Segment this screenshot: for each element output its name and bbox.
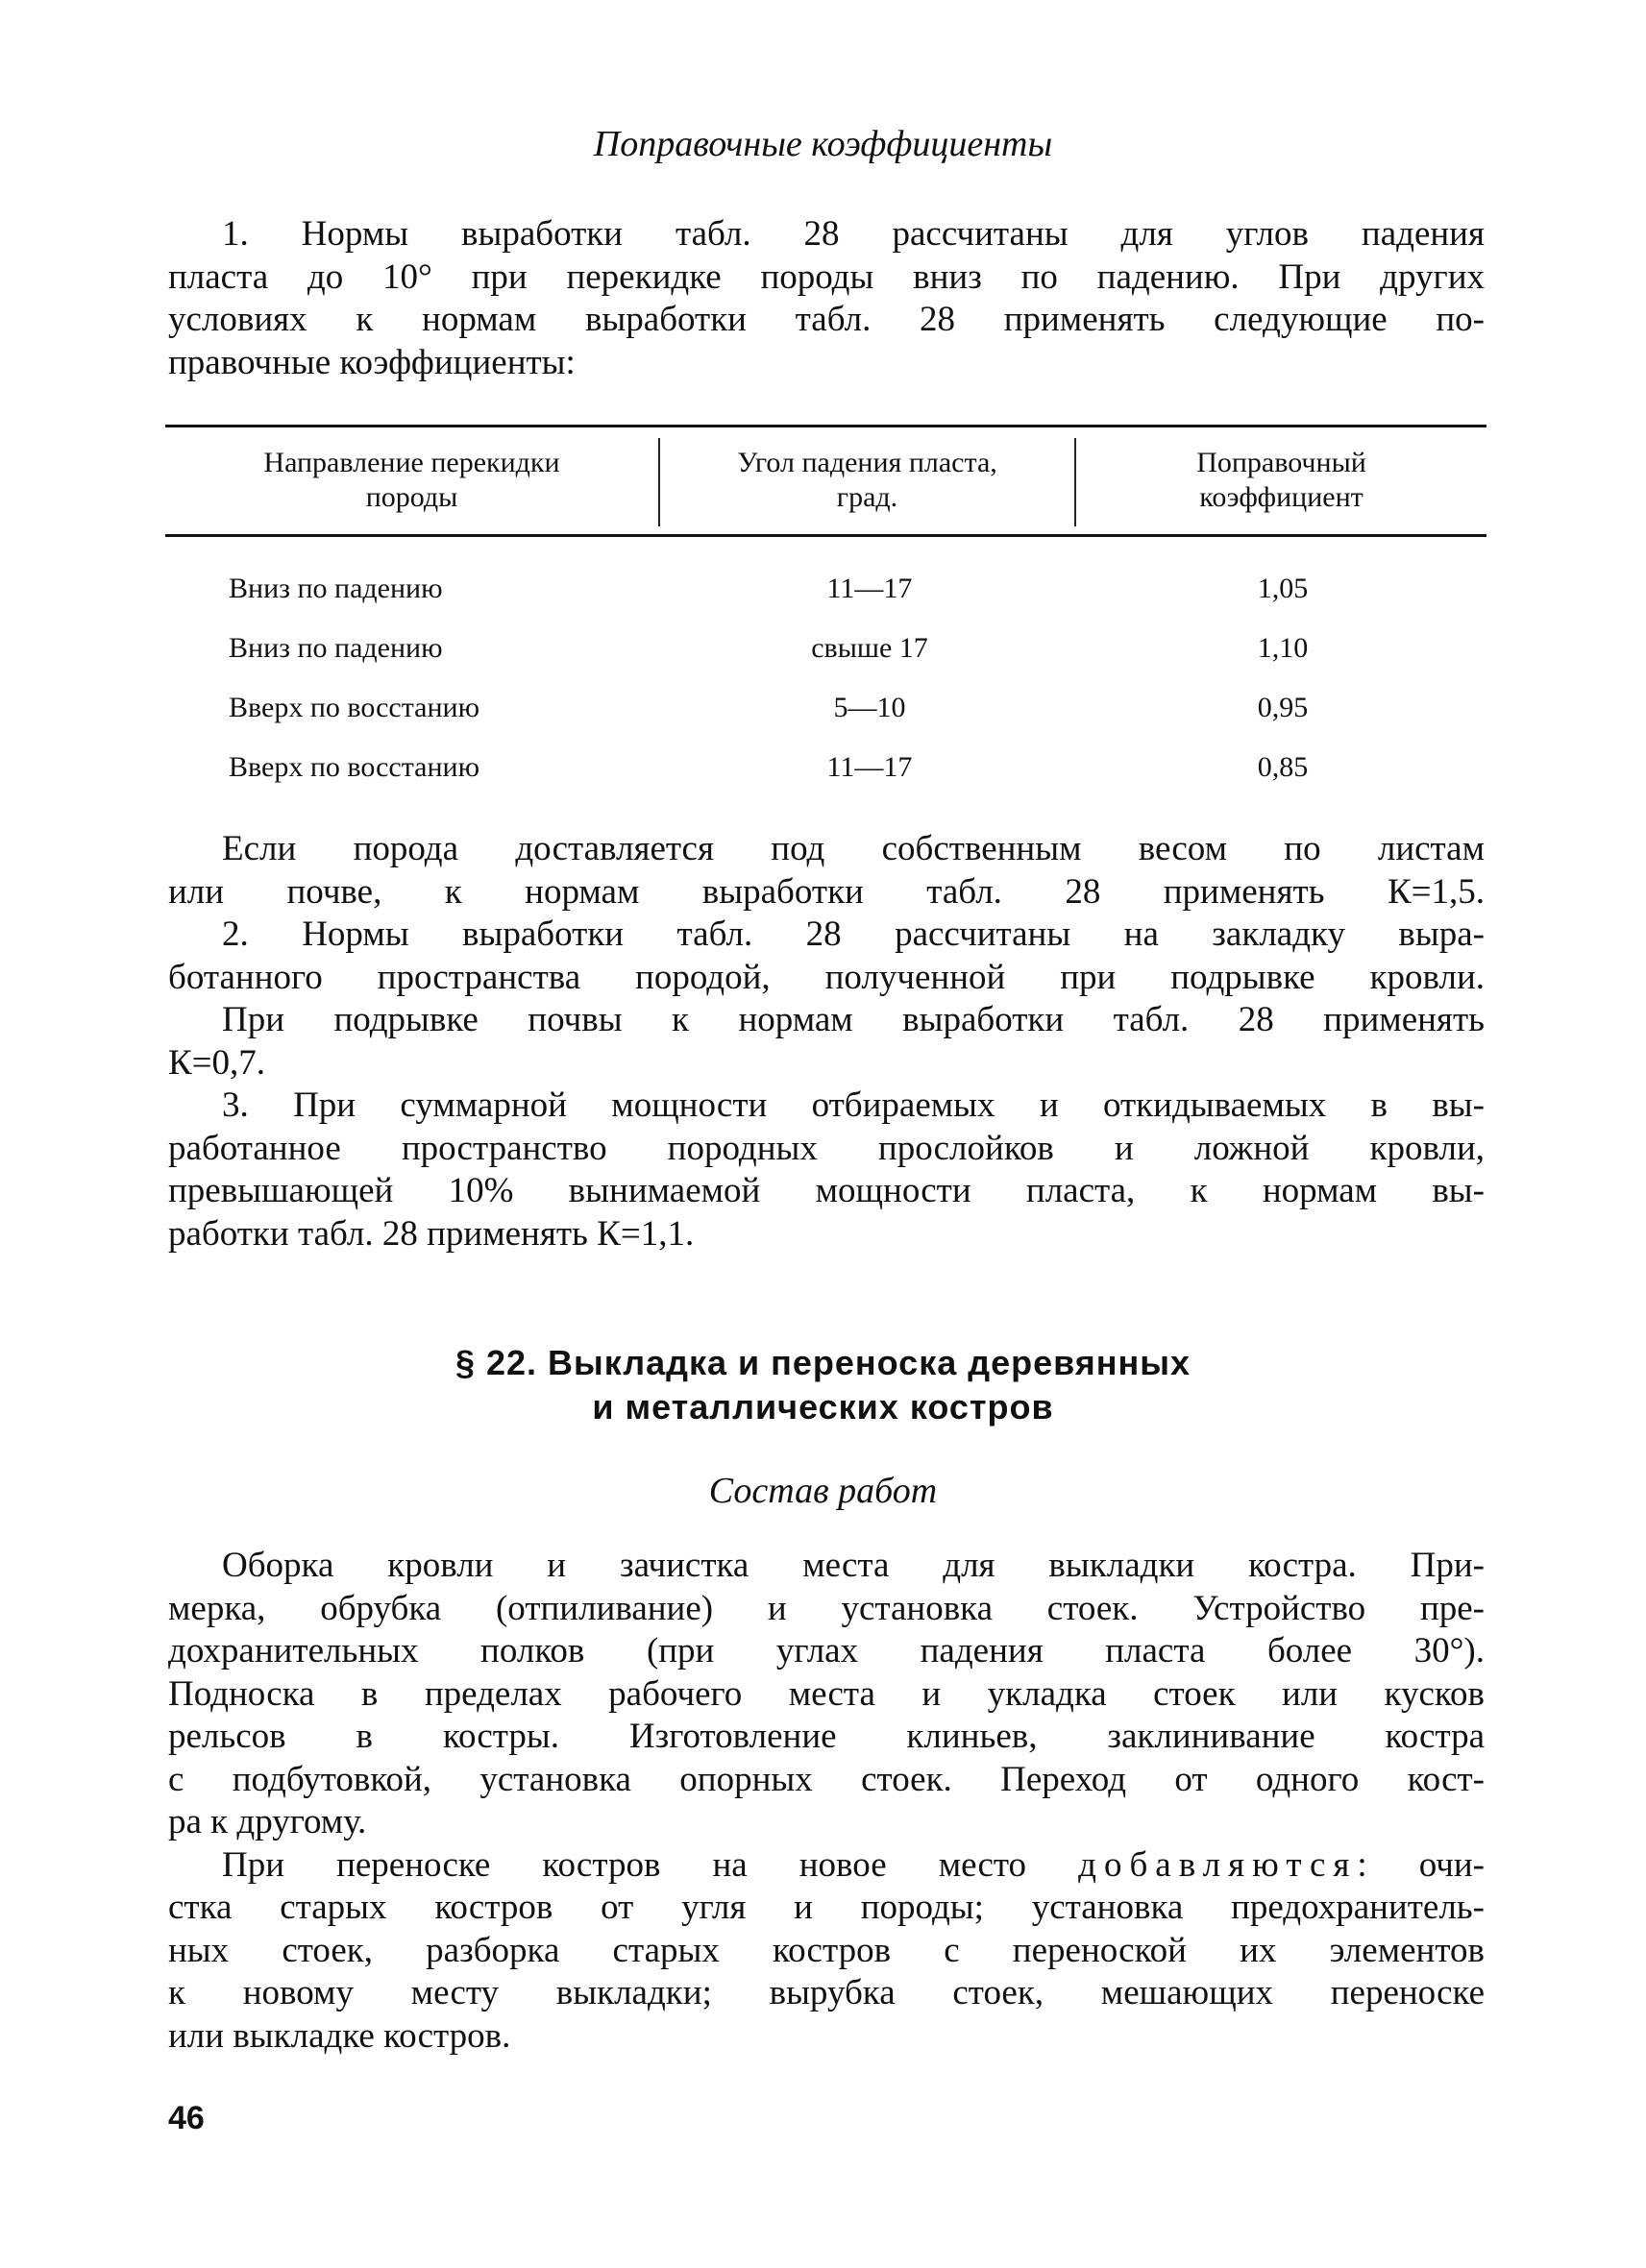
text-line: к новому месту выкладки; вырубка стоек, мешающих переноске [168, 1973, 1485, 2012]
header-line: Поправочный [1196, 447, 1366, 478]
cell-coefficient: 0,85 [1257, 751, 1309, 783]
text-line: мерка, обрубка (отпиливание) и установка стоек. Устройство пре- [168, 1588, 1485, 1628]
header-line: породы [365, 481, 458, 513]
cell-angle: свыше 17 [811, 632, 928, 664]
text-line: дохранительных полков (при углах падения пласта более 30°). [168, 1631, 1485, 1671]
text-line: Подноска в пределах рабочего места и укладка стоек или кусков [168, 1673, 1485, 1714]
text-line: работки табл. 28 применять К=1,1. [168, 1213, 695, 1254]
header-line: Угол падения пласта, [737, 447, 997, 478]
table-header-direction [165, 446, 658, 515]
text-line: К=0,7. [168, 1042, 266, 1083]
text-line: или выкладке костров. [168, 2015, 511, 2056]
cell-coefficient: 1,05 [1257, 573, 1309, 604]
text-line: с подбутовкой, установка опорных стоек. Переход от одного кост- [168, 1759, 1485, 1799]
cell-direction: Вверх по восстанию [229, 751, 480, 783]
table-header-angle [660, 446, 1074, 515]
text-line: Оборка кровли и зачистка места для выкладки костра. При- [222, 1546, 1485, 1585]
text-line: При подрывке почвы к нормам выработки табл. 28 применять [222, 1000, 1485, 1039]
text-line: стка старых костров от угля и породы; установка предохранитель- [168, 1888, 1485, 1927]
text-span: : очи- [1357, 1844, 1485, 1885]
work-paragraph [168, 1545, 1485, 2058]
table-row [0, 751, 1646, 811]
cell-coefficient: 0,95 [1257, 692, 1309, 723]
emphasized-spaced-word: добавляются [1078, 1844, 1358, 1885]
text-line: работанное пространство породных прослойков и ложной кровли, [168, 1128, 1485, 1168]
header-line: Направление перекидки [263, 447, 560, 478]
cell-angle: 11—17 [826, 751, 913, 783]
table-header-coefficient [1076, 446, 1486, 515]
text-line: 1. Нормы выработки табл. 28 рассчитаны для углов падения [222, 214, 1485, 254]
text-line: правочные коэффициенты: [168, 342, 576, 382]
text-line: ра к другому. [168, 1802, 367, 1841]
table-row [0, 573, 1646, 632]
header-line: коэффициент [1199, 481, 1363, 513]
table-top-rule [165, 425, 1486, 427]
section-title-correction-coefficients: Поправочные коэффициенты [593, 124, 1053, 164]
intro-paragraph [168, 213, 1485, 384]
cell-direction: Вверх по восстанию [229, 692, 480, 723]
heading-line: и металлических костров [592, 1387, 1054, 1427]
cell-angle: 5—10 [833, 692, 906, 723]
page-number: 46 [168, 2100, 205, 2136]
cell-coefficient: 1,10 [1257, 632, 1309, 664]
header-line: град. [836, 481, 898, 513]
table-header-rule [165, 534, 1486, 537]
section-22-heading [0, 1341, 1646, 1429]
text-line: Если порода доставляется под собственным весом по листам [222, 829, 1485, 868]
cell-direction: Вниз по падению [229, 632, 443, 664]
text-line [168, 1844, 1485, 1888]
text-span: При переноске костров на новое место [222, 1844, 1027, 1885]
text-line: условиях к нормам выработки табл. 28 применять следующие по- [168, 300, 1485, 339]
text-line: ных стоек, разборка старых костров с переноской их элементов [168, 1930, 1485, 1970]
notes-paragraphs [168, 828, 1485, 1256]
text-line: ботанного пространства породой, полученной при подрывке кровли. [168, 957, 1485, 997]
table-body [0, 573, 1646, 811]
cell-angle: 11—17 [826, 573, 913, 604]
text-line: рельсов в костры. Изготовление клиньев, заклинивание костра [168, 1717, 1485, 1756]
table-row [0, 632, 1646, 692]
text-line: 3. При суммарной мощности отбираемых и откидываемых в вы- [222, 1085, 1485, 1125]
text-line: превышающей 10% вынимаемой мощности пласта, к нормам вы- [168, 1171, 1485, 1210]
cell-direction: Вниз по падению [229, 573, 443, 604]
text-line: или почве, к нормам выработки табл. 28 применять К=1,5. [168, 871, 1485, 912]
text-line: 2. Нормы выработки табл. 28 рассчитаны на закладку выра- [222, 915, 1485, 954]
table-row [0, 692, 1646, 751]
heading-line: § 22. Выкладка и переноска деревянных [454, 1343, 1192, 1382]
work-composition-title: Состав работ [708, 1471, 938, 1511]
text-line: пласта до 10° при перекидке породы вниз по падению. При других [168, 256, 1485, 297]
